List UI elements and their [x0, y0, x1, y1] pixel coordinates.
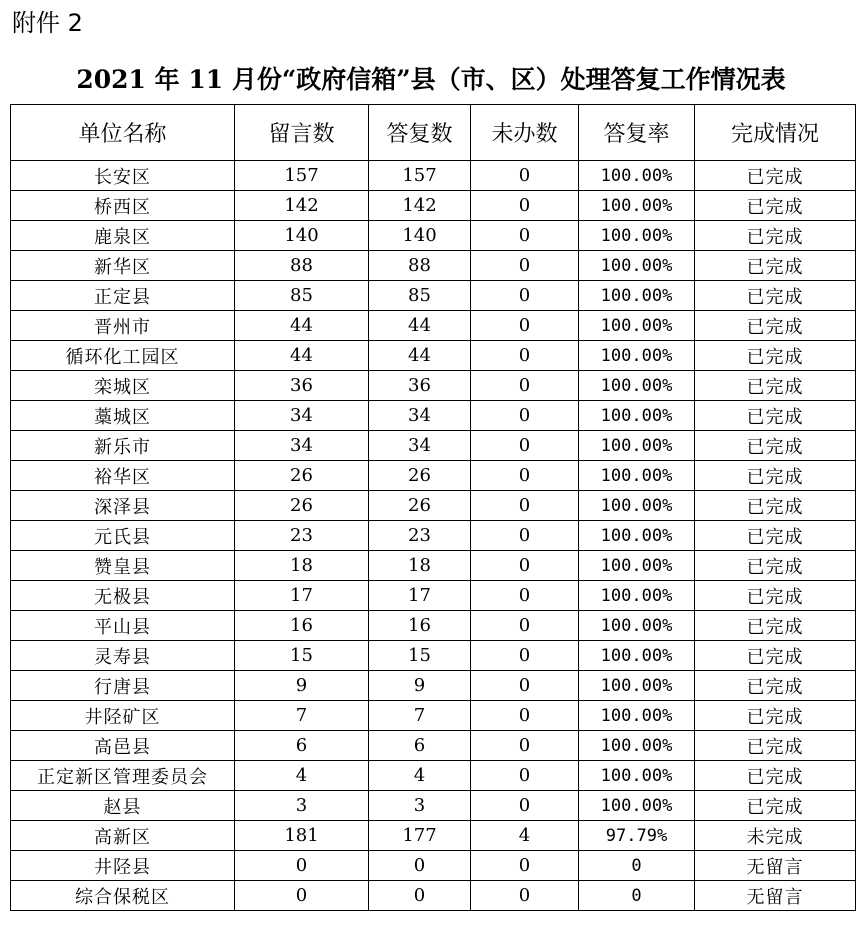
pending-count-cell: 0 [471, 311, 579, 341]
message-count-cell: 44 [235, 341, 369, 371]
pending-count-cell: 0 [471, 731, 579, 761]
reply-rate-cell: 100.00% [579, 641, 695, 671]
unit-name-cell: 井陉矿区 [11, 701, 235, 731]
unit-name-cell: 循环化工园区 [11, 341, 235, 371]
status-cell: 已完成 [695, 341, 856, 371]
reply-count-cell: 142 [369, 191, 471, 221]
report-table [10, 104, 856, 911]
pending-count-cell: 0 [471, 761, 579, 791]
unit-name-cell: 平山县 [11, 611, 235, 641]
status-cell: 已完成 [695, 611, 856, 641]
reply-count-cell: 23 [369, 521, 471, 551]
message-count-cell: 26 [235, 461, 369, 491]
table-row [11, 821, 856, 851]
reply-count-cell: 16 [369, 611, 471, 641]
message-count-cell: 6 [235, 731, 369, 761]
reply-rate-cell: 100.00% [579, 191, 695, 221]
message-count-cell: 3 [235, 791, 369, 821]
reply-count-cell: 9 [369, 671, 471, 701]
reply-count-cell: 7 [369, 701, 471, 731]
reply-count-cell: 140 [369, 221, 471, 251]
status-cell: 已完成 [695, 791, 856, 821]
table-header-row [11, 105, 856, 161]
reply-count-cell: 34 [369, 401, 471, 431]
unit-name-cell: 深泽县 [11, 491, 235, 521]
unit-name-cell: 行唐县 [11, 671, 235, 701]
message-count-cell: 34 [235, 401, 369, 431]
pending-count-cell: 0 [471, 251, 579, 281]
status-cell: 已完成 [695, 371, 856, 401]
unit-name-cell: 无极县 [11, 581, 235, 611]
status-cell: 已完成 [695, 401, 856, 431]
status-cell: 已完成 [695, 191, 856, 221]
unit-name-cell: 正定县 [11, 281, 235, 311]
reply-rate-cell: 100.00% [579, 341, 695, 371]
reply-count-cell: 15 [369, 641, 471, 671]
unit-name-cell: 晋州市 [11, 311, 235, 341]
table-row [11, 191, 856, 221]
reply-count-cell: 26 [369, 491, 471, 521]
pending-count-cell: 0 [471, 671, 579, 701]
reply-count-cell: 88 [369, 251, 471, 281]
status-cell: 已完成 [695, 521, 856, 551]
message-count-cell: 16 [235, 611, 369, 641]
reply-rate-cell: 100.00% [579, 371, 695, 401]
pending-count-cell: 0 [471, 341, 579, 371]
reply-rate-cell: 100.00% [579, 791, 695, 821]
table-row [11, 161, 856, 191]
status-cell: 已完成 [695, 461, 856, 491]
unit-name-cell: 正定新区管理委员会 [11, 761, 235, 791]
status-cell: 已完成 [695, 221, 856, 251]
message-count-cell: 142 [235, 191, 369, 221]
reply-count-cell: 4 [369, 761, 471, 791]
pending-count-cell: 0 [471, 611, 579, 641]
reply-count-cell: 26 [369, 461, 471, 491]
unit-name-cell: 元氏县 [11, 521, 235, 551]
message-count-cell: 18 [235, 551, 369, 581]
table-row [11, 401, 856, 431]
message-count-cell: 9 [235, 671, 369, 701]
status-cell: 已完成 [695, 491, 856, 521]
table-row [11, 521, 856, 551]
status-cell: 已完成 [695, 701, 856, 731]
table-row [11, 851, 856, 881]
message-count-cell: 15 [235, 641, 369, 671]
reply-count-cell: 44 [369, 311, 471, 341]
unit-name-cell: 鹿泉区 [11, 221, 235, 251]
table-body [11, 161, 856, 911]
pending-count-cell: 0 [471, 701, 579, 731]
table-row [11, 491, 856, 521]
pending-count-cell: 0 [471, 551, 579, 581]
status-cell: 已完成 [695, 311, 856, 341]
reply-count-cell: 44 [369, 341, 471, 371]
table-row [11, 731, 856, 761]
pending-count-cell: 0 [471, 581, 579, 611]
column-header-replies: 答复数 [369, 105, 471, 161]
pending-count-cell: 0 [471, 431, 579, 461]
unit-name-cell: 藁城区 [11, 401, 235, 431]
reply-rate-cell: 100.00% [579, 251, 695, 281]
table-row [11, 791, 856, 821]
reply-rate-cell: 100.00% [579, 311, 695, 341]
reply-rate-cell: 100.00% [579, 731, 695, 761]
pending-count-cell: 0 [471, 881, 579, 911]
reply-rate-cell: 100.00% [579, 401, 695, 431]
unit-name-cell: 长安区 [11, 161, 235, 191]
message-count-cell: 23 [235, 521, 369, 551]
message-count-cell: 140 [235, 221, 369, 251]
column-header-unit: 单位名称 [11, 105, 235, 161]
status-cell: 已完成 [695, 761, 856, 791]
pending-count-cell: 0 [471, 791, 579, 821]
unit-name-cell: 井陉县 [11, 851, 235, 881]
reply-count-cell: 6 [369, 731, 471, 761]
pending-count-cell: 0 [471, 401, 579, 431]
reply-count-cell: 0 [369, 851, 471, 881]
attachment-label: 附件 2 [12, 9, 83, 37]
message-count-cell: 7 [235, 701, 369, 731]
unit-name-cell: 新华区 [11, 251, 235, 281]
unit-name-cell: 高新区 [11, 821, 235, 851]
reply-rate-cell: 97.79% [579, 821, 695, 851]
reply-count-cell: 17 [369, 581, 471, 611]
message-count-cell: 0 [235, 881, 369, 911]
message-count-cell: 26 [235, 491, 369, 521]
reply-rate-cell: 100.00% [579, 761, 695, 791]
table-row [11, 761, 856, 791]
reply-count-cell: 34 [369, 431, 471, 461]
message-count-cell: 4 [235, 761, 369, 791]
unit-name-cell: 新乐市 [11, 431, 235, 461]
status-cell: 无留言 [695, 851, 856, 881]
status-cell: 已完成 [695, 431, 856, 461]
reply-rate-cell: 100.00% [579, 221, 695, 251]
message-count-cell: 157 [235, 161, 369, 191]
unit-name-cell: 赵县 [11, 791, 235, 821]
table-row [11, 341, 856, 371]
table-row [11, 251, 856, 281]
unit-name-cell: 赞皇县 [11, 551, 235, 581]
message-count-cell: 0 [235, 851, 369, 881]
status-cell: 已完成 [695, 581, 856, 611]
table-row [11, 221, 856, 251]
pending-count-cell: 0 [471, 281, 579, 311]
column-header-status: 完成情况 [695, 105, 856, 161]
reply-rate-cell: 0 [579, 851, 695, 881]
message-count-cell: 85 [235, 281, 369, 311]
table-row [11, 311, 856, 341]
column-header-messages: 留言数 [235, 105, 369, 161]
table-row [11, 551, 856, 581]
status-cell: 已完成 [695, 251, 856, 281]
reply-rate-cell: 100.00% [579, 161, 695, 191]
pending-count-cell: 0 [471, 221, 579, 251]
reply-count-cell: 3 [369, 791, 471, 821]
table-row [11, 671, 856, 701]
table-row [11, 461, 856, 491]
pending-count-cell: 0 [471, 491, 579, 521]
reply-rate-cell: 100.00% [579, 671, 695, 701]
message-count-cell: 34 [235, 431, 369, 461]
reply-rate-cell: 100.00% [579, 581, 695, 611]
table-row [11, 881, 856, 911]
table-row [11, 431, 856, 461]
unit-name-cell: 桥西区 [11, 191, 235, 221]
reply-count-cell: 85 [369, 281, 471, 311]
reply-rate-cell: 100.00% [579, 491, 695, 521]
column-header-reply-rate: 答复率 [579, 105, 695, 161]
table-row [11, 641, 856, 671]
reply-rate-cell: 100.00% [579, 521, 695, 551]
pending-count-cell: 0 [471, 851, 579, 881]
reply-rate-cell: 100.00% [579, 701, 695, 731]
reply-rate-cell: 100.00% [579, 611, 695, 641]
message-count-cell: 44 [235, 311, 369, 341]
status-cell: 已完成 [695, 641, 856, 671]
pending-count-cell: 0 [471, 371, 579, 401]
message-count-cell: 36 [235, 371, 369, 401]
unit-name-cell: 高邑县 [11, 731, 235, 761]
pending-count-cell: 0 [471, 461, 579, 491]
unit-name-cell: 裕华区 [11, 461, 235, 491]
pending-count-cell: 0 [471, 161, 579, 191]
table-row [11, 701, 856, 731]
pending-count-cell: 0 [471, 521, 579, 551]
table-row [11, 611, 856, 641]
table-row [11, 281, 856, 311]
unit-name-cell: 综合保税区 [11, 881, 235, 911]
message-count-cell: 17 [235, 581, 369, 611]
table-row [11, 581, 856, 611]
status-cell: 已完成 [695, 161, 856, 191]
message-count-cell: 181 [235, 821, 369, 851]
column-header-pending: 未办数 [471, 105, 579, 161]
reply-count-cell: 157 [369, 161, 471, 191]
reply-rate-cell: 100.00% [579, 551, 695, 581]
unit-name-cell: 灵寿县 [11, 641, 235, 671]
status-cell: 未完成 [695, 821, 856, 851]
reply-count-cell: 18 [369, 551, 471, 581]
reply-rate-cell: 100.00% [579, 431, 695, 461]
reply-rate-cell: 0 [579, 881, 695, 911]
message-count-cell: 88 [235, 251, 369, 281]
reply-count-cell: 36 [369, 371, 471, 401]
pending-count-cell: 0 [471, 191, 579, 221]
document-title: 2021 年 11 月份“政府信箱”县（市、区）处理答复工作情况表 [76, 65, 786, 94]
reply-rate-cell: 100.00% [579, 461, 695, 491]
status-cell: 已完成 [695, 281, 856, 311]
status-cell: 已完成 [695, 731, 856, 761]
pending-count-cell: 4 [471, 821, 579, 851]
table-row [11, 371, 856, 401]
reply-count-cell: 177 [369, 821, 471, 851]
reply-rate-cell: 100.00% [579, 281, 695, 311]
status-cell: 无留言 [695, 881, 856, 911]
reply-count-cell: 0 [369, 881, 471, 911]
pending-count-cell: 0 [471, 641, 579, 671]
status-cell: 已完成 [695, 551, 856, 581]
status-cell: 已完成 [695, 671, 856, 701]
unit-name-cell: 栾城区 [11, 371, 235, 401]
